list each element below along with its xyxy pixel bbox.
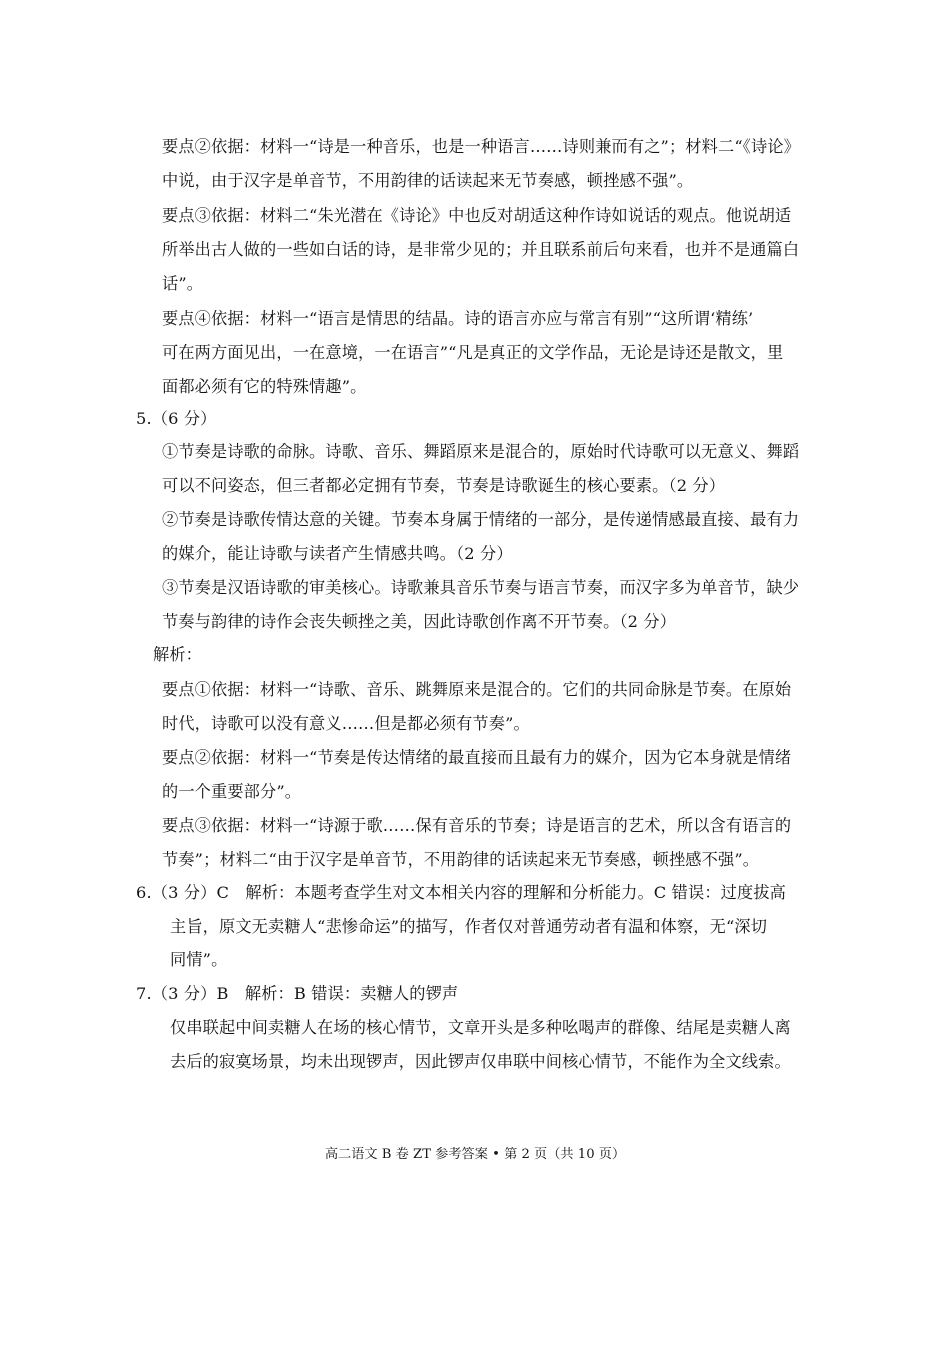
q5-analysis-line: 的一个重要部分”。 xyxy=(162,782,302,801)
q5-analysis-line: 要点①依据：材料一“诗歌、音乐、跳舞原来是混合的。它们的共同命脉是节奏。在原始 xyxy=(162,680,792,699)
q5-answer-line: 可以不问姿态，但三者都必定拥有节奏，节奏是诗歌诞生的核心要素。（2 分） xyxy=(162,476,726,495)
q4-analysis-line: 可在两方面见出，一在意境，一在语言”“凡是真正的文学作品，无论是诗还是散文，里 xyxy=(162,343,784,362)
q7-line: 去后的寂寞场景，均未出现锣声，因此锣声仅串联中间核心情节，不能作为全文线索。 xyxy=(170,1052,791,1071)
q5-answer-line: ②节奏是诗歌传情达意的关键。节奏本身属于情绪的一部分，是传递情感最直接、最有力 xyxy=(162,510,800,529)
q5-answer-line: 节奏与韵律的诗作会丧失顿挫之美，因此诗歌创作离不开节奏。（2 分） xyxy=(162,612,677,631)
q5-analysis-line: 要点②依据：材料一“节奏是传达情绪的最直接而且最有力的媒介，因为它本身就是情绪 xyxy=(162,748,792,767)
q5-answer-line: ③节奏是汉语诗歌的审美核心。诗歌兼具音乐节奏与语言节奏，而汉字多为单音节，缺少 xyxy=(162,578,800,597)
q5-analysis-line: 要点③依据：材料一“诗源于歌……保有音乐的节奏；诗是语言的艺术，所以含有语言的 xyxy=(162,816,792,835)
q4-analysis-line: 要点③依据：材料二“朱光潜在《诗论》中也反对胡适这种作诗如说话的观点。他说胡适 xyxy=(162,206,792,225)
q4-analysis-line: 话”。 xyxy=(162,274,204,293)
q5-answer-line: ①节奏是诗歌的命脉。诗歌、音乐、舞蹈原来是混合的，原始时代诗歌可以无意义、舞蹈 xyxy=(162,442,800,461)
q5-analysis-label: 解析： xyxy=(153,645,203,664)
q5-answer-line: 的媒介，能让诗歌与读者产生情感共鸣。（2 分） xyxy=(162,544,513,563)
q4-analysis-line: 要点④依据：材料一“语言是情思的结晶。诗的语言亦应与常言有别”“这所谓‘精练’ xyxy=(162,309,754,328)
q6-line: 主旨，原文无卖糖人“悲惨命运”的描写，作者仅对普通劳动者有温和体察，无“深切 xyxy=(170,917,768,936)
q4-analysis-line: 所举出古人做的一些如白话的诗，是非常少见的；并且联系前后句来看，也并不是通篇白 xyxy=(162,240,800,259)
page-footer: 高二语文 B 卷 ZT 参考答案 • 第 2 页（共 10 页） xyxy=(324,1147,626,1162)
q5-analysis-line: 时代，诗歌可以没有意义……但是都必须有节奏”。 xyxy=(162,714,530,733)
q6-line: 同情”。 xyxy=(170,950,228,969)
q4-analysis-line: 面都必须有它的特殊情趣”。 xyxy=(162,377,367,396)
q7-line: 仅串联起中间卖糖人在场的核心情节，文章开头是多种吆喝声的群像、结尾是卖糖人离 xyxy=(170,1018,791,1037)
q5-analysis-line: 节奏”；材料二“由于汉字是单音节，不用韵律的话读起来无节奏感，顿挫感不强”。 xyxy=(162,850,760,869)
q7-line: 7.（3 分）B 解析：B 错误：卖糖人的锣声 xyxy=(136,984,459,1003)
q4-analysis-line: 中说，由于汉字是单音节，不用韵律的话读起来无节奏感，顿挫感不强”。 xyxy=(162,171,694,190)
q4-analysis-line: 要点②依据：材料一“诗是一种音乐，也是一种语言……诗则兼而有之”；材料二“《诗论》 xyxy=(162,137,800,156)
q5-header: 5.（6 分） xyxy=(136,409,217,428)
q6-line: 6.（3 分）C 解析：本题考查学生对文本相关内容的理解和分析能力。C 错误：过度拔高 xyxy=(136,883,787,902)
